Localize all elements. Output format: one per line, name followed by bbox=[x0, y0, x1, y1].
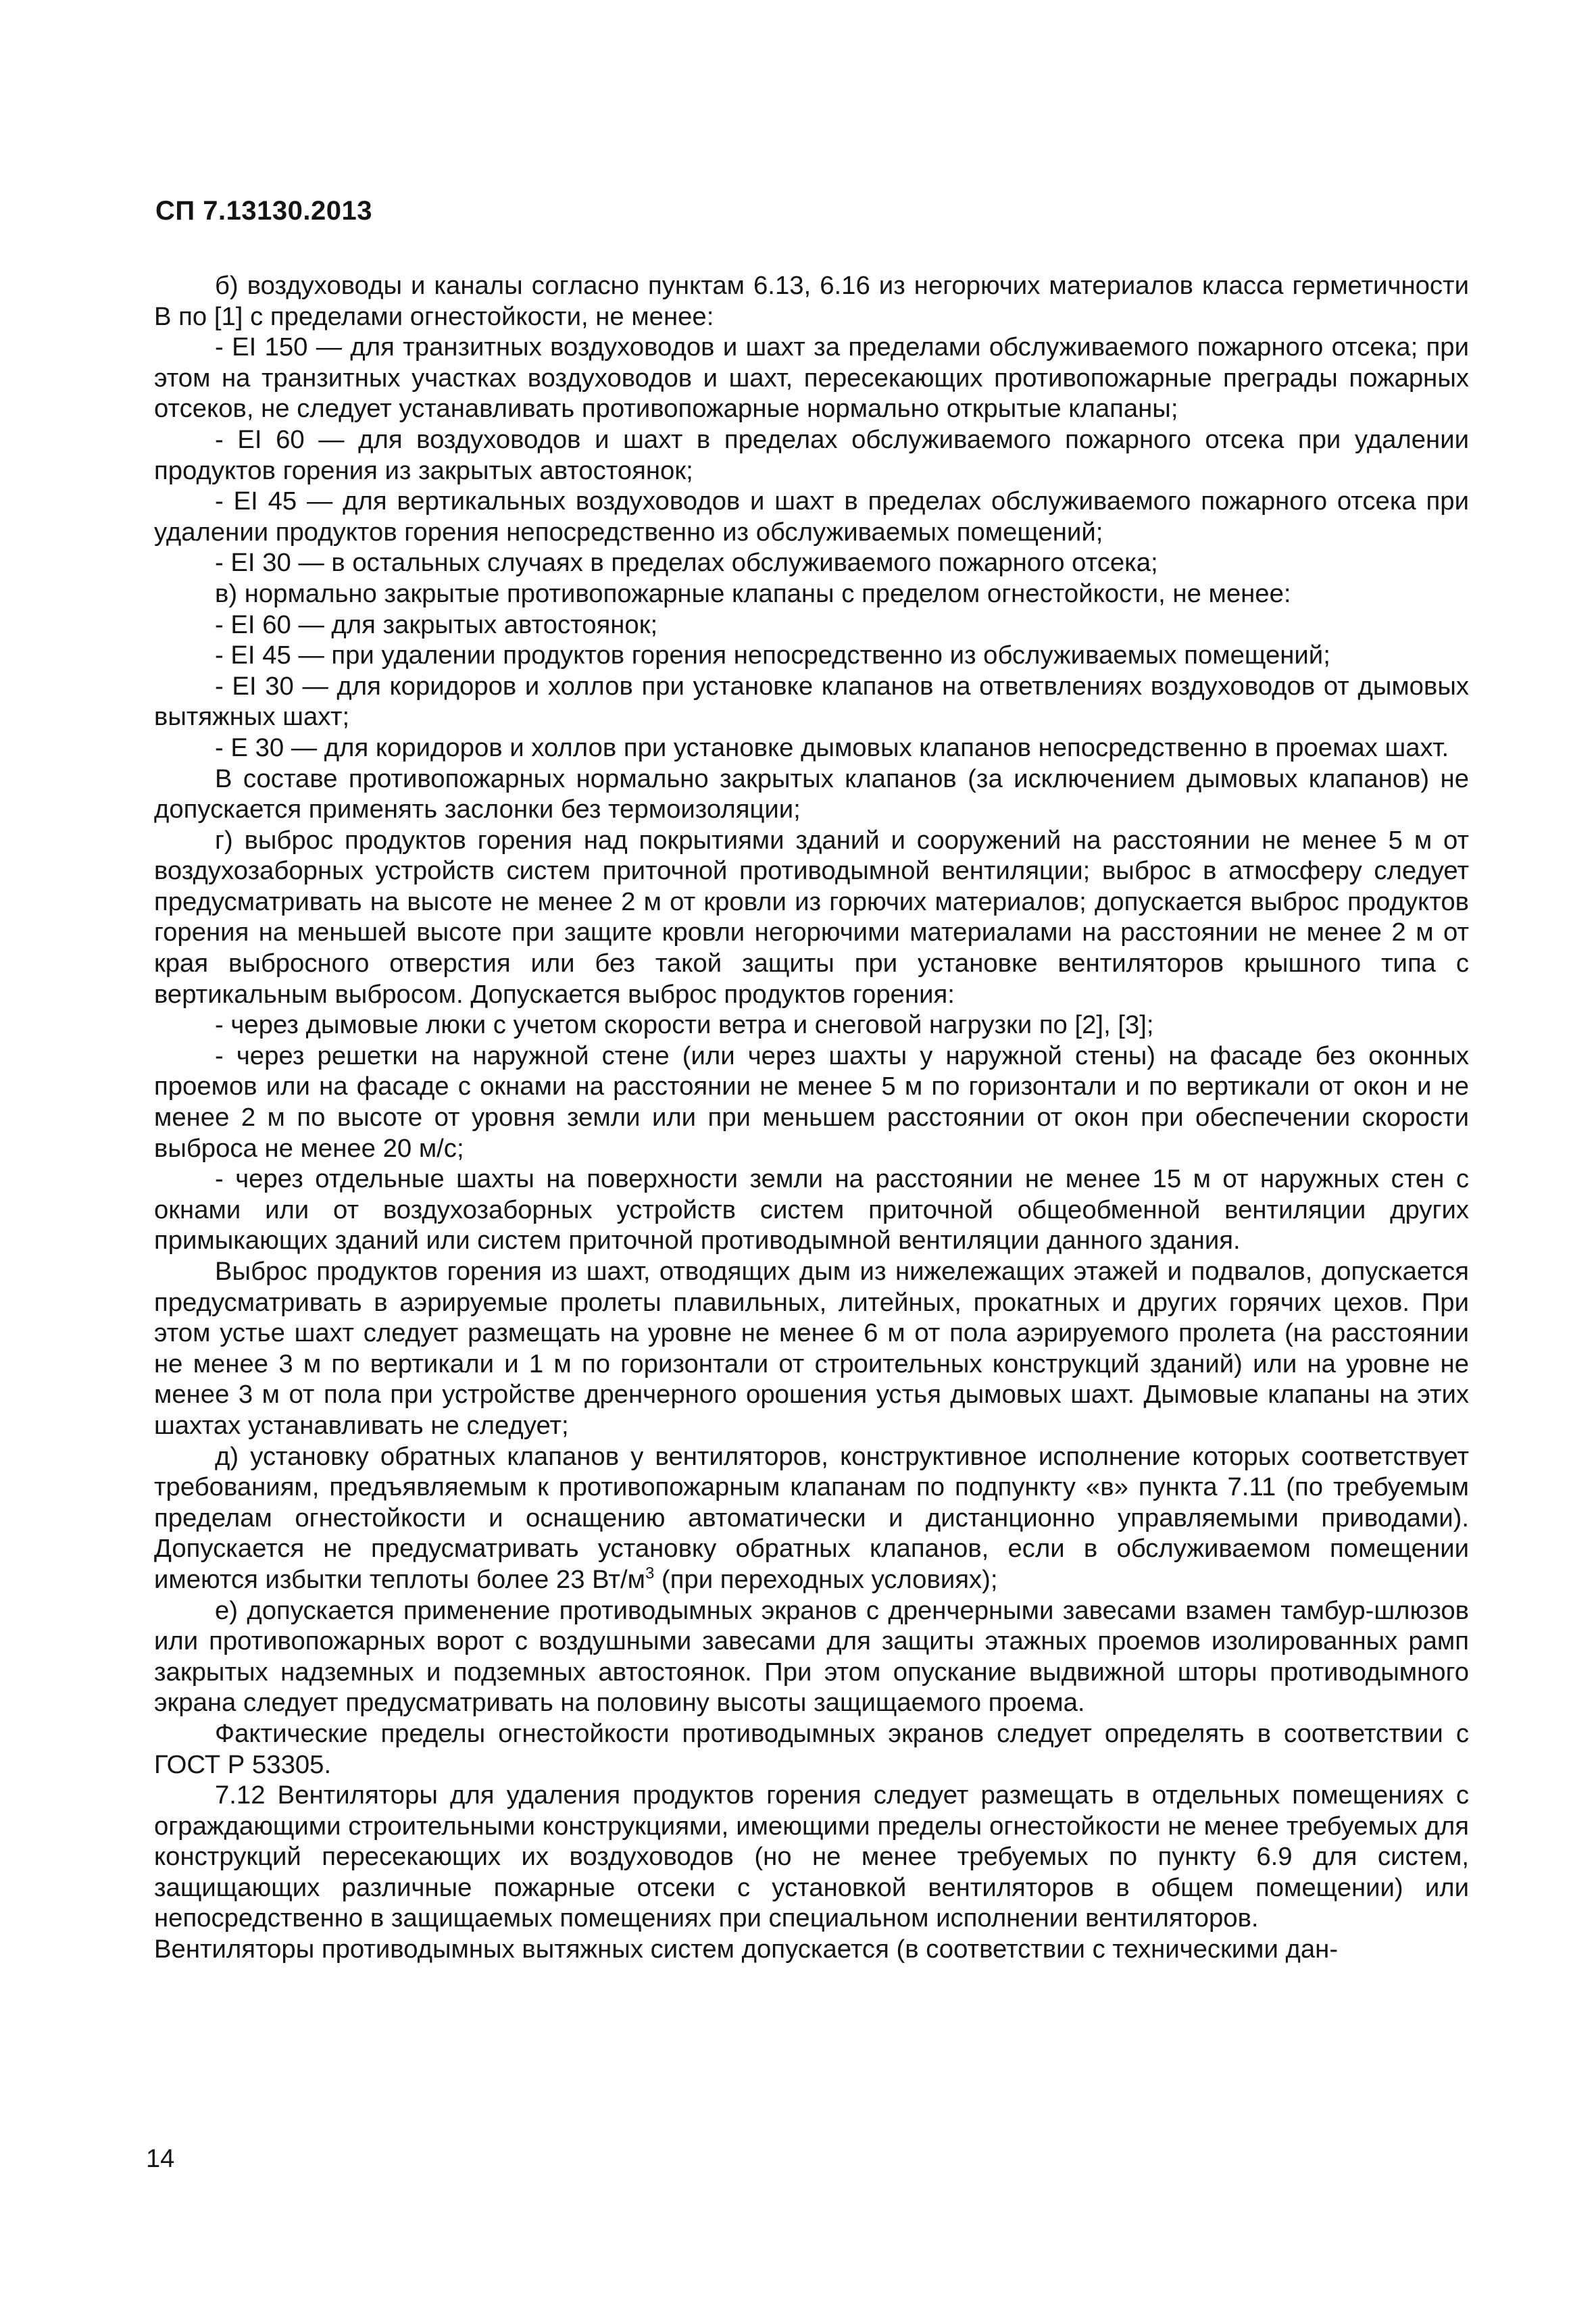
list-item-ei60-parking: - EI 60 — для закрытых автостоянок; bbox=[215, 609, 658, 639]
paragraph-fans: Вентиляторы противодымных вытяжных систем допускается (в соответствии с техническими дан- bbox=[154, 1935, 1339, 1964]
list-item-ei150: - EI 150 — для транзитных воздуховодов и шахт за пределами обслуживаемого пожарного отсека; при этом на транзитных участках воздуховодов и шахт, пересекающих противопожарные преграды пожарных отсеков, не следует устанавливать противопожарные нормально открытые клапаны; bbox=[154, 332, 1469, 424]
paragraph-valves: В составе противопожарных нормально закрытых клапанов (за исключением дымовых клапанов) не допускается применять заслонки без термоизоляции; bbox=[154, 764, 1469, 824]
paragraph-fire-resistance: Фактические пределы огнестойкости противодымных экранов следует определять в соответствии с ГОСТ Р 53305. bbox=[154, 1718, 1469, 1779]
paragraph-d-text: д) установку обратных клапанов у вентиляторов, конструктивное исполнение которых соответствует требованиям, предъявляемым к противопожарным клапанам по подпункту «в» пункта 7.11 (по требуемым пределам огнестойкости и оснащению автоматически и дистанционно управляемыми приводами). Допускается не предусматривать установку обратных клапанов, если в обслуживаемом помещении имеются избытки теплоты более 23 Вт/м bbox=[154, 1441, 1469, 1594]
list-item-ei60: - EI 60 — для воздуховодов и шахт в пределах обслуживаемого пожарного отсека при удалении продуктов горения из закрытых автостоянок; bbox=[154, 424, 1469, 485]
list-item-separate-shafts: - через отдельные шахты на поверхности земли на расстоянии не менее 15 м от наружных стен с окнами или от воздухозаборных устройств систем приточной общеобменной вентиляции других примыкающих зданий или систем приточной противодымной вентиляции данного здания. bbox=[154, 1164, 1469, 1255]
superscript-3: 3 bbox=[645, 1564, 655, 1583]
paragraph-b: б) воздуховоды и каналы согласно пунктам 6.13, 6.16 из негорючих материалов класса герметичности В по [1] с пределами огнестойкости, не менее: bbox=[154, 271, 1469, 331]
paragraph-e: е) допускается применение противодымных экранов с дренчерными завесами взамен тамбур-шлюзов или противопожарных ворот с воздушными завесами для защиты этажных проемов изолированных рамп закрытых надземных и подземных автостоянок. При этом опускание выдвижной шторы противодымного экрана следует предусматривать на половину высоты защищаемого проема. bbox=[154, 1595, 1469, 1718]
paragraph-7-12: 7.12 Вентиляторы для удаления продуктов горения следует размещать в отдельных помещениях с ограждающими строительными конструкциями, имеющими пределы огнестойкости не менее требуемых для конструкций пересекающих их воздуховодов (но не менее требуемых по пункту 6.9 для систем, защищающих различные пожарные отсеки с установкой вентиляторов в общем помещении) или непосредственно в защищаемых помещениях при специальном исполнении вентиляторов. bbox=[154, 1781, 1469, 1933]
list-item-grilles: - через решетки на наружной стене (или через шахты у наружной стены) на фасаде без оконных проемов или на фасаде с окнами на расстоянии не менее 5 м по горизонтали и по вертикали от окон и не менее 2 м по высоте от уровня земли или при меньшем расстоянии от окон при обеспечении скорости выброса не менее 20 м/с; bbox=[154, 1041, 1469, 1163]
page-number: 14 bbox=[146, 2145, 175, 2173]
list-item-ei45-rooms: - EI 45 — при удалении продуктов горения непосредственно из обслуживаемых помещений; bbox=[215, 641, 1330, 670]
document-body bbox=[154, 270, 1469, 1965]
list-item-ei30-corridors: - EI 30 — для коридоров и холлов при установке клапанов на ответвлениях воздуховодов от дымовых вытяжных шахт; bbox=[154, 671, 1469, 732]
paragraph-emission: Выброс продуктов горения из шахт, отводящих дым из нижележащих этажей и подвалов, допускается предусматривать в аэрируемые пролеты плавильных, литейных, прокатных и других горячих цехов. При этом устье шахт следует размещать на уровне не менее 6 м от пола аэрируемого пролета (на расстоянии не менее 3 м по вертикали и 1 м по горизонтали от строительных конструкций зданий) или на уровне не менее 3 м от пола при устройстве дренчерного орошения устья дымовых шахт. Дымовые клапаны на этих шахтах устанавливать не следует; bbox=[154, 1257, 1469, 1440]
list-item-ei30: - EI 30 — в остальных случаях в пределах обслуживаемого пожарного отсека; bbox=[215, 548, 1158, 578]
document-header: СП 7.13130.2013 bbox=[155, 196, 372, 226]
list-item-ei45: - EI 45 — для вертикальных воздуховодов и шахт в пределах обслуживаемого пожарного отсека при удалении продуктов горения непосредственно из обслуживаемых помещений; bbox=[154, 487, 1469, 547]
list-item-smoke-hatches: - через дымовые люки с учетом скорости ветра и снеговой нагрузки по [2], [3]; bbox=[215, 1010, 1154, 1040]
paragraph-d-tail: (при переходных условиях); bbox=[654, 1564, 998, 1594]
list-item-e30-shafts: - Е 30 — для коридоров и холлов при установке дымовых клапанов непосредственно в проемах шахт. bbox=[215, 732, 1449, 762]
paragraph-d bbox=[154, 1441, 1469, 1595]
paragraph-g: г) выброс продуктов горения над покрытиями зданий и сооружений на расстоянии не менее 5 м от воздухозаборных устройств систем приточной противодымной вентиляции; выброс в атмосферу следует предусматривать на высоте не менее 2 м от кровли из горючих материалов; допускается выброс продуктов горения на меньшей высоте при защите кровли негорючими материалами на расстоянии не менее 2 м от края выбросного отверстия или без такой защиты при установке вентиляторов крышного типа с вертикальным выбросом. Допускается выброс продуктов горения: bbox=[154, 825, 1469, 1009]
paragraph-v: в) нормально закрытые противопожарные клапаны с пределом огнестойкости, не менее: bbox=[215, 578, 1291, 608]
